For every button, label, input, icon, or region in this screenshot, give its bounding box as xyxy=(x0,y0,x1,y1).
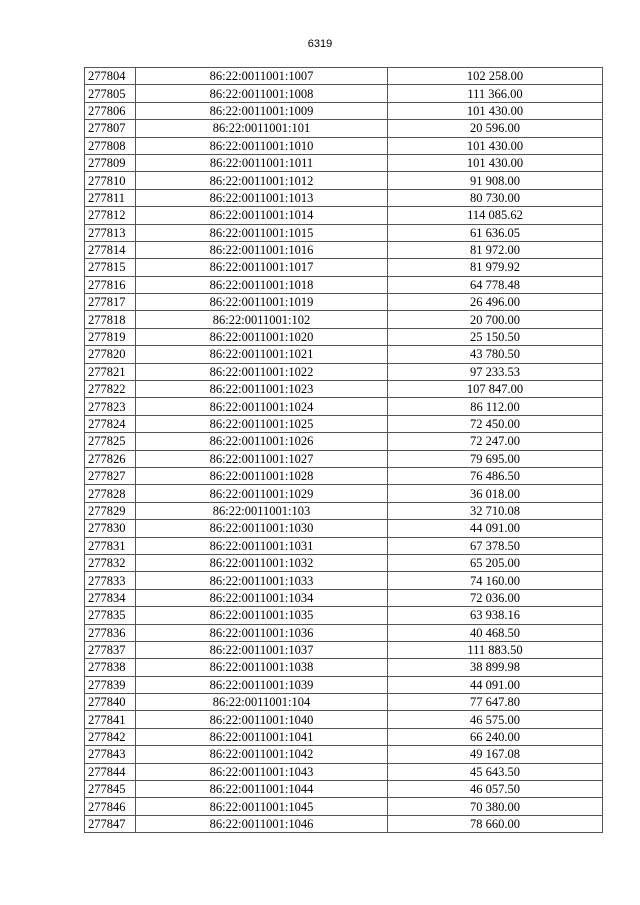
cadastral-number-cell: 86:22:0011001:1016 xyxy=(136,241,388,258)
value-cell: 111 366.00 xyxy=(388,85,603,102)
table-row xyxy=(85,433,603,450)
value-cell: 61 636.05 xyxy=(388,224,603,241)
cadastral-number-cell: 86:22:0011001:1037 xyxy=(136,641,388,658)
record-number-cell: 277815 xyxy=(85,259,136,276)
table-row xyxy=(85,676,603,693)
record-number-cell: 277824 xyxy=(85,415,136,432)
cadastral-number-cell: 86:22:0011001:103 xyxy=(136,502,388,519)
cadastral-number-cell: 86:22:0011001:1043 xyxy=(136,763,388,780)
value-cell: 91 908.00 xyxy=(388,172,603,189)
table-row xyxy=(85,259,603,276)
value-cell: 101 430.00 xyxy=(388,154,603,171)
cadastral-number-cell: 86:22:0011001:1023 xyxy=(136,381,388,398)
value-cell: 97 233.53 xyxy=(388,363,603,380)
cadastral-number-cell: 86:22:0011001:1026 xyxy=(136,433,388,450)
cadastral-number-cell: 86:22:0011001:104 xyxy=(136,694,388,711)
table-row xyxy=(85,641,603,658)
record-number-cell: 277822 xyxy=(85,381,136,398)
cadastral-number-cell: 86:22:0011001:1044 xyxy=(136,781,388,798)
value-cell: 46 057.50 xyxy=(388,781,603,798)
table-row xyxy=(85,728,603,745)
record-number-cell: 277817 xyxy=(85,294,136,311)
record-number-cell: 277814 xyxy=(85,241,136,258)
cadastral-number-cell: 86:22:0011001:1030 xyxy=(136,520,388,537)
value-cell: 101 430.00 xyxy=(388,137,603,154)
record-number-cell: 277813 xyxy=(85,224,136,241)
cadastral-number-cell: 86:22:0011001:1014 xyxy=(136,207,388,224)
cadastral-number-cell: 86:22:0011001:1022 xyxy=(136,363,388,380)
record-number-cell: 277845 xyxy=(85,781,136,798)
table-row xyxy=(85,85,603,102)
cadastral-number-cell: 86:22:0011001:1034 xyxy=(136,589,388,606)
table-row xyxy=(85,398,603,415)
value-cell: 86 112.00 xyxy=(388,398,603,415)
record-number-cell: 277810 xyxy=(85,172,136,189)
value-cell: 40 468.50 xyxy=(388,624,603,641)
value-cell: 67 378.50 xyxy=(388,537,603,554)
cadastral-number-cell: 86:22:0011001:1011 xyxy=(136,154,388,171)
cadastral-number-cell: 86:22:0011001:101 xyxy=(136,120,388,137)
value-cell: 46 575.00 xyxy=(388,711,603,728)
value-cell: 36 018.00 xyxy=(388,485,603,502)
record-number-cell: 277830 xyxy=(85,520,136,537)
record-number-cell: 277829 xyxy=(85,502,136,519)
table-row xyxy=(85,450,603,467)
cadastral-number-cell: 86:22:0011001:1036 xyxy=(136,624,388,641)
record-number-cell: 277835 xyxy=(85,607,136,624)
value-cell: 65 205.00 xyxy=(388,554,603,571)
value-cell: 38 899.98 xyxy=(388,659,603,676)
record-number-cell: 277816 xyxy=(85,276,136,293)
table-row xyxy=(85,781,603,798)
record-number-cell: 277828 xyxy=(85,485,136,502)
record-number-cell: 277807 xyxy=(85,120,136,137)
table-row xyxy=(85,607,603,624)
cadastral-number-cell: 86:22:0011001:1009 xyxy=(136,102,388,119)
record-number-cell: 277841 xyxy=(85,711,136,728)
value-cell: 81 972.00 xyxy=(388,241,603,258)
table-row xyxy=(85,172,603,189)
table-row xyxy=(85,694,603,711)
cadastral-number-cell: 86:22:0011001:1040 xyxy=(136,711,388,728)
record-number-cell: 277809 xyxy=(85,154,136,171)
table-row xyxy=(85,328,603,345)
record-number-cell: 277837 xyxy=(85,641,136,658)
cadastral-number-cell: 86:22:0011001:1033 xyxy=(136,572,388,589)
value-cell: 72 036.00 xyxy=(388,589,603,606)
value-cell: 70 380.00 xyxy=(388,798,603,815)
record-number-cell: 277839 xyxy=(85,676,136,693)
value-cell: 74 160.00 xyxy=(388,572,603,589)
value-cell: 20 596.00 xyxy=(388,120,603,137)
cadastral-number-cell: 86:22:0011001:1029 xyxy=(136,485,388,502)
record-number-cell: 277812 xyxy=(85,207,136,224)
record-number-cell: 277831 xyxy=(85,537,136,554)
cadastral-number-cell: 86:22:0011001:1041 xyxy=(136,728,388,745)
value-cell: 66 240.00 xyxy=(388,728,603,745)
table-row xyxy=(85,659,603,676)
table-row xyxy=(85,294,603,311)
value-cell: 79 695.00 xyxy=(388,450,603,467)
record-number-cell: 277805 xyxy=(85,85,136,102)
table-row xyxy=(85,276,603,293)
table-row xyxy=(85,224,603,241)
table-row xyxy=(85,746,603,763)
record-number-cell: 277847 xyxy=(85,815,136,832)
cadastral-number-cell: 86:22:0011001:1021 xyxy=(136,346,388,363)
cadastral-number-cell: 86:22:0011001:1027 xyxy=(136,450,388,467)
value-cell: 107 847.00 xyxy=(388,381,603,398)
record-number-cell: 277823 xyxy=(85,398,136,415)
record-number-cell: 277832 xyxy=(85,554,136,571)
record-number-cell: 277833 xyxy=(85,572,136,589)
page-number: 6319 xyxy=(307,38,333,50)
record-number-cell: 277819 xyxy=(85,328,136,345)
cadastral-number-cell: 86:22:0011001:1018 xyxy=(136,276,388,293)
value-cell: 49 167.08 xyxy=(388,746,603,763)
record-number-cell: 277806 xyxy=(85,102,136,119)
cadastral-number-cell: 86:22:0011001:1025 xyxy=(136,415,388,432)
value-cell: 77 647.80 xyxy=(388,694,603,711)
cadastral-number-cell: 86:22:0011001:1045 xyxy=(136,798,388,815)
record-number-cell: 277826 xyxy=(85,450,136,467)
table-row xyxy=(85,189,603,206)
record-number-cell: 277834 xyxy=(85,589,136,606)
value-cell: 45 643.50 xyxy=(388,763,603,780)
table-row xyxy=(85,207,603,224)
table-row xyxy=(85,572,603,589)
value-cell: 111 883.50 xyxy=(388,641,603,658)
record-number-cell: 277840 xyxy=(85,694,136,711)
records-table-body xyxy=(85,68,603,833)
cadastral-number-cell: 86:22:0011001:1038 xyxy=(136,659,388,676)
value-cell: 63 938.16 xyxy=(388,607,603,624)
value-cell: 76 486.50 xyxy=(388,467,603,484)
cadastral-number-cell: 86:22:0011001:1024 xyxy=(136,398,388,415)
cadastral-number-cell: 86:22:0011001:1031 xyxy=(136,537,388,554)
table-row xyxy=(85,381,603,398)
record-number-cell: 277827 xyxy=(85,467,136,484)
record-number-cell: 277811 xyxy=(85,189,136,206)
table-row xyxy=(85,502,603,519)
value-cell: 81 979.92 xyxy=(388,259,603,276)
record-number-cell: 277846 xyxy=(85,798,136,815)
cadastral-number-cell: 86:22:0011001:1013 xyxy=(136,189,388,206)
cadastral-number-cell: 86:22:0011001:1008 xyxy=(136,85,388,102)
value-cell: 72 247.00 xyxy=(388,433,603,450)
value-cell: 80 730.00 xyxy=(388,189,603,206)
cadastral-number-cell: 86:22:0011001:1010 xyxy=(136,137,388,154)
table-row xyxy=(85,68,603,85)
table-row xyxy=(85,415,603,432)
value-cell: 43 780.50 xyxy=(388,346,603,363)
record-number-cell: 277820 xyxy=(85,346,136,363)
value-cell: 44 091.00 xyxy=(388,676,603,693)
value-cell: 114 085.62 xyxy=(388,207,603,224)
cadastral-number-cell: 86:22:0011001:1039 xyxy=(136,676,388,693)
cadastral-number-cell: 86:22:0011001:1019 xyxy=(136,294,388,311)
table-row xyxy=(85,763,603,780)
table-row xyxy=(85,154,603,171)
table-row xyxy=(85,311,603,328)
record-number-cell: 277825 xyxy=(85,433,136,450)
cadastral-number-cell: 86:22:0011001:102 xyxy=(136,311,388,328)
value-cell: 102 258.00 xyxy=(388,68,603,85)
cadastral-number-cell: 86:22:0011001:1035 xyxy=(136,607,388,624)
table-row xyxy=(85,346,603,363)
table-row xyxy=(85,137,603,154)
table-row xyxy=(85,589,603,606)
table-row xyxy=(85,711,603,728)
record-number-cell: 277821 xyxy=(85,363,136,380)
record-number-cell: 277838 xyxy=(85,659,136,676)
record-number-cell: 277842 xyxy=(85,728,136,745)
table-row xyxy=(85,798,603,815)
cadastral-number-cell: 86:22:0011001:1020 xyxy=(136,328,388,345)
table-row xyxy=(85,467,603,484)
cadastral-number-cell: 86:22:0011001:1028 xyxy=(136,467,388,484)
table-row xyxy=(85,120,603,137)
table-row xyxy=(85,537,603,554)
table-row xyxy=(85,624,603,641)
record-number-cell: 277843 xyxy=(85,746,136,763)
table-row xyxy=(85,363,603,380)
value-cell: 44 091.00 xyxy=(388,520,603,537)
cadastral-number-cell: 86:22:0011001:1046 xyxy=(136,815,388,832)
record-number-cell: 277818 xyxy=(85,311,136,328)
table-row xyxy=(85,102,603,119)
table-row xyxy=(85,241,603,258)
record-number-cell: 277804 xyxy=(85,68,136,85)
value-cell: 101 430.00 xyxy=(388,102,603,119)
table-row xyxy=(85,554,603,571)
cadastral-number-cell: 86:22:0011001:1015 xyxy=(136,224,388,241)
record-number-cell: 277844 xyxy=(85,763,136,780)
table-row xyxy=(85,485,603,502)
table-row xyxy=(85,520,603,537)
value-cell: 32 710.08 xyxy=(388,502,603,519)
value-cell: 64 778.48 xyxy=(388,276,603,293)
record-number-cell: 277808 xyxy=(85,137,136,154)
cadastral-number-cell: 86:22:0011001:1042 xyxy=(136,746,388,763)
value-cell: 78 660.00 xyxy=(388,815,603,832)
record-number-cell: 277836 xyxy=(85,624,136,641)
value-cell: 26 496.00 xyxy=(388,294,603,311)
value-cell: 72 450.00 xyxy=(388,415,603,432)
cadastral-number-cell: 86:22:0011001:1032 xyxy=(136,554,388,571)
records-table xyxy=(84,67,603,833)
cadastral-number-cell: 86:22:0011001:1007 xyxy=(136,68,388,85)
cadastral-number-cell: 86:22:0011001:1012 xyxy=(136,172,388,189)
cadastral-number-cell: 86:22:0011001:1017 xyxy=(136,259,388,276)
value-cell: 20 700.00 xyxy=(388,311,603,328)
value-cell: 25 150.50 xyxy=(388,328,603,345)
table-row xyxy=(85,815,603,832)
